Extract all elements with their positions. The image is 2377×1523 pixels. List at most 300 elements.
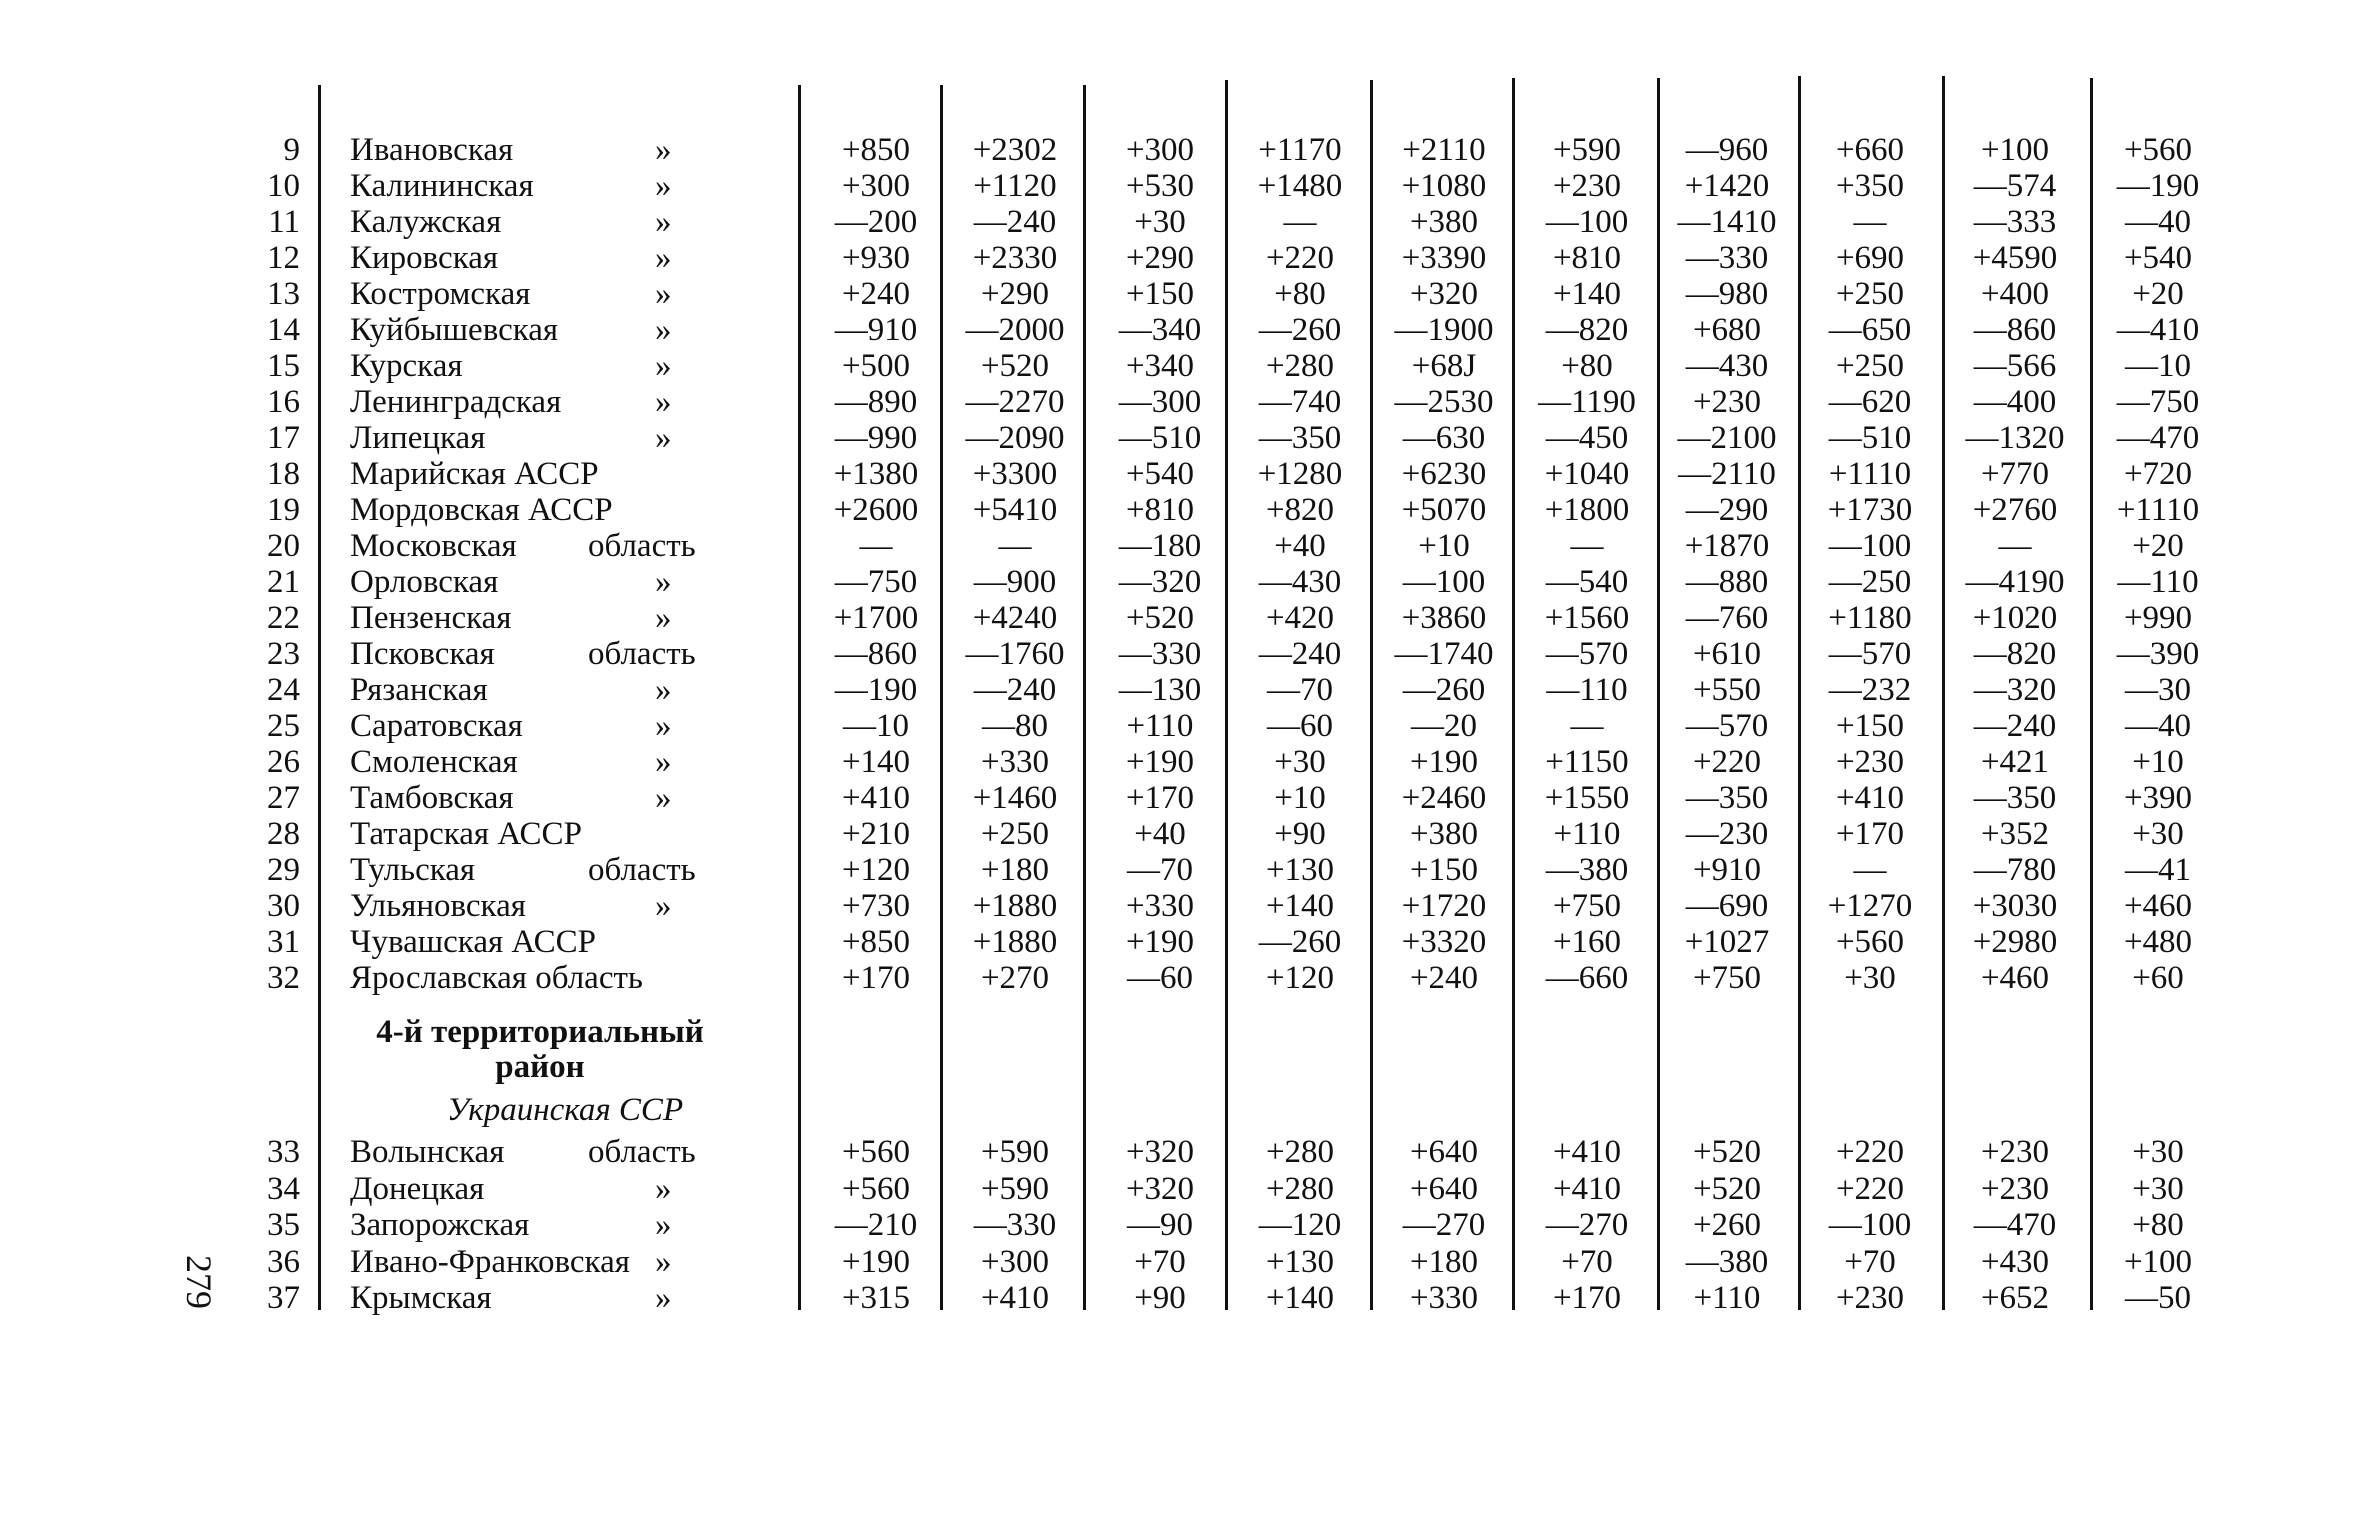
region-name: Костромская — [350, 276, 531, 312]
ditto-mark: » — [655, 600, 672, 636]
value-cell: +10 — [2132, 744, 2184, 780]
value-cell: —260 — [1258, 924, 1342, 960]
value-cell: —100 — [1828, 528, 1912, 564]
value-cell: +1800 — [1544, 492, 1630, 528]
value-cell: +320 — [1125, 1171, 1195, 1207]
value-cell: +1110 — [1828, 456, 1912, 492]
region-name: Ивано-Франковская — [350, 1244, 630, 1280]
value-cell: +280 — [1265, 1171, 1335, 1207]
value-cell: +660 — [1835, 132, 1905, 168]
value-cell: +5410 — [972, 492, 1058, 528]
value-cell: +20 — [2132, 528, 2184, 564]
region-name: Псковская — [350, 636, 495, 672]
value-cell: +3030 — [1972, 888, 2058, 924]
value-cell: +1560 — [1544, 600, 1630, 636]
value-cell: —250 — [1828, 564, 1912, 600]
value-cell: —430 — [1258, 564, 1342, 600]
value-cell: —320 — [1973, 672, 2057, 708]
ditto-mark: » — [655, 744, 672, 780]
column-rule — [1370, 80, 1373, 1310]
value-cell: —333 — [1973, 204, 2057, 240]
value-cell: —860 — [1973, 312, 2057, 348]
region-name: Мордовская АССР — [350, 492, 613, 528]
row-number: 18 — [267, 456, 300, 492]
value-cell: +560 — [1835, 924, 1905, 960]
value-cell: +690 — [1835, 240, 1905, 276]
ditto-mark: » — [655, 1244, 672, 1280]
value-cell: —380 — [1545, 852, 1629, 888]
value-cell: +10 — [1418, 528, 1470, 564]
value-cell: —390 — [2116, 636, 2200, 672]
value-cell: +770 — [1980, 456, 2050, 492]
value-cell: +315 — [841, 1280, 911, 1316]
value-cell: +30 — [2132, 1171, 2184, 1207]
value-cell: +80 — [1274, 276, 1326, 312]
value-cell: —110 — [2117, 564, 2199, 600]
value-cell: +120 — [841, 852, 911, 888]
section-title: 4-й территориальный — [376, 1014, 704, 1050]
value-cell: +610 — [1692, 636, 1762, 672]
value-cell: +810 — [1552, 240, 1622, 276]
value-cell: +300 — [1125, 132, 1195, 168]
value-cell: +220 — [1692, 744, 1762, 780]
value-cell: +1020 — [1972, 600, 2058, 636]
value-cell: — — [1570, 528, 1604, 564]
value-cell: +150 — [1835, 708, 1905, 744]
value-cell: —566 — [1973, 348, 2057, 384]
region-name: Донецкая — [350, 1171, 485, 1207]
value-cell: +750 — [1692, 960, 1762, 996]
value-cell: +6230 — [1401, 456, 1487, 492]
value-cell: +220 — [1265, 240, 1335, 276]
value-cell: +220 — [1835, 1134, 1905, 1170]
row-number: 30 — [267, 888, 300, 924]
value-cell: —2530 — [1394, 384, 1494, 420]
value-cell: —60 — [1127, 960, 1193, 996]
value-cell: —10 — [843, 708, 909, 744]
value-cell: +560 — [841, 1134, 911, 1170]
value-cell: —240 — [973, 204, 1057, 240]
value-cell: —1740 — [1394, 636, 1494, 672]
value-cell: +850 — [841, 132, 911, 168]
ditto-mark: » — [655, 1207, 672, 1243]
value-cell: —210 — [834, 1207, 918, 1243]
value-cell: +3390 — [1401, 240, 1487, 276]
value-cell: —410 — [2116, 312, 2200, 348]
value-cell: +140 — [841, 744, 911, 780]
value-cell: +110 — [1126, 708, 1194, 744]
value-cell: —570 — [1685, 708, 1769, 744]
value-cell: —110 — [1546, 672, 1628, 708]
column-rule — [318, 85, 321, 1310]
value-cell: +430 — [1980, 1244, 2050, 1280]
value-cell: +520 — [1125, 600, 1195, 636]
value-cell: —330 — [1685, 240, 1769, 276]
region-name: Тамбовская — [350, 780, 514, 816]
row-number: 37 — [267, 1280, 300, 1316]
value-cell: —890 — [834, 384, 918, 420]
value-cell: +2980 — [1972, 924, 2058, 960]
value-cell: —10 — [2125, 348, 2191, 384]
value-cell: —100 — [1402, 564, 1486, 600]
value-cell: +260 — [1692, 1207, 1762, 1243]
value-cell: —630 — [1402, 420, 1486, 456]
value-cell: +1170 — [1258, 132, 1342, 168]
value-cell: +520 — [1692, 1171, 1762, 1207]
value-cell: +540 — [1125, 456, 1195, 492]
value-cell: +3860 — [1401, 600, 1487, 636]
value-cell: +1460 — [972, 780, 1058, 816]
value-cell: —350 — [1973, 780, 2057, 816]
value-cell: —650 — [1828, 312, 1912, 348]
value-cell: +230 — [1692, 384, 1762, 420]
value-cell: +190 — [841, 1244, 911, 1280]
value-cell: +352 — [1980, 816, 2050, 852]
row-number: 35 — [267, 1207, 300, 1243]
value-cell: +2460 — [1401, 780, 1487, 816]
subsection-title: Украинская ССР — [446, 1092, 684, 1128]
ditto-mark: » — [655, 708, 672, 744]
value-cell: — — [1853, 852, 1887, 888]
value-cell: — — [859, 528, 893, 564]
value-cell: +70 — [1561, 1244, 1613, 1280]
value-cell: —350 — [1258, 420, 1342, 456]
value-cell: +230 — [1980, 1134, 2050, 1170]
row-number: 10 — [267, 168, 300, 204]
value-cell: +652 — [1980, 1280, 2050, 1316]
value-cell: +40 — [1274, 528, 1326, 564]
value-cell: — — [998, 528, 1032, 564]
value-cell: +170 — [1552, 1280, 1622, 1316]
value-cell: +410 — [980, 1280, 1050, 1316]
value-cell: —190 — [834, 672, 918, 708]
ditto-mark: » — [655, 276, 672, 312]
value-cell: +110 — [1693, 1280, 1761, 1316]
region-name: Запорожская — [350, 1207, 530, 1243]
value-cell: —2100 — [1677, 420, 1777, 456]
value-cell: +850 — [841, 924, 911, 960]
value-cell: +1730 — [1827, 492, 1913, 528]
value-cell: +80 — [1561, 348, 1613, 384]
row-number: 12 — [267, 240, 300, 276]
value-cell: +750 — [1552, 888, 1622, 924]
region-name: Пензенская — [350, 600, 512, 636]
value-cell: +560 — [2123, 132, 2193, 168]
value-cell: +420 — [1265, 600, 1335, 636]
value-cell: +3300 — [972, 456, 1058, 492]
value-cell: +5070 — [1401, 492, 1487, 528]
value-cell: —1760 — [965, 636, 1065, 672]
region-name: Орловская — [350, 564, 499, 600]
value-cell: +270 — [980, 960, 1050, 996]
value-cell: —90 — [1127, 1207, 1193, 1243]
value-cell: —510 — [1828, 420, 1912, 456]
value-cell: —820 — [1973, 636, 2057, 672]
value-cell: —2000 — [965, 312, 1065, 348]
value-cell: +230 — [1980, 1171, 2050, 1207]
region-name: Смоленская — [350, 744, 518, 780]
value-cell: +1280 — [1257, 456, 1343, 492]
value-cell: +640 — [1409, 1171, 1479, 1207]
value-cell: —620 — [1828, 384, 1912, 420]
value-cell: —320 — [1118, 564, 1202, 600]
value-cell: +1150 — [1545, 744, 1629, 780]
value-cell: +110 — [1553, 816, 1621, 852]
value-cell: +2600 — [833, 492, 919, 528]
value-cell: —780 — [1973, 852, 2057, 888]
value-cell: —240 — [1258, 636, 1342, 672]
value-cell: +90 — [1274, 816, 1326, 852]
value-cell: +480 — [2123, 924, 2193, 960]
value-cell: —380 — [1685, 1244, 1769, 1280]
value-cell: +300 — [980, 1244, 1050, 1280]
region-name: Курская — [350, 348, 463, 384]
value-cell: +460 — [1980, 960, 2050, 996]
value-cell: +810 — [1125, 492, 1195, 528]
value-cell: —760 — [1685, 600, 1769, 636]
region-name: Тульская — [350, 852, 476, 888]
value-cell: —980 — [1685, 276, 1769, 312]
value-cell: +1880 — [972, 924, 1058, 960]
value-cell: +230 — [1835, 744, 1905, 780]
value-cell: —430 — [1685, 348, 1769, 384]
value-cell: +30 — [1134, 204, 1186, 240]
row-number: 16 — [267, 384, 300, 420]
value-cell: —350 — [1685, 780, 1769, 816]
value-cell: +2760 — [1972, 492, 2058, 528]
value-cell: +60 — [2132, 960, 2184, 996]
value-cell: +300 — [841, 168, 911, 204]
value-cell: +230 — [1552, 168, 1622, 204]
value-cell: +330 — [980, 744, 1050, 780]
value-cell: —190 — [2116, 168, 2200, 204]
row-number: 20 — [267, 528, 300, 564]
value-cell: —990 — [834, 420, 918, 456]
value-cell: +1180 — [1828, 600, 1912, 636]
value-cell: —540 — [1545, 564, 1629, 600]
region-name: Ульяновская — [350, 888, 526, 924]
value-cell: +220 — [1835, 1171, 1905, 1207]
region-name: Ивановская — [350, 132, 514, 168]
value-cell: +140 — [1552, 276, 1622, 312]
value-cell: +40 — [1134, 816, 1186, 852]
value-cell: +350 — [1835, 168, 1905, 204]
ditto-mark: » — [655, 168, 672, 204]
row-number: 19 — [267, 492, 300, 528]
value-cell: —100 — [1828, 1207, 1912, 1243]
value-cell: +240 — [841, 276, 911, 312]
value-cell: +910 — [1692, 852, 1762, 888]
value-cell: +140 — [1265, 888, 1335, 924]
ditto-mark: » — [655, 348, 672, 384]
value-cell: —240 — [1973, 708, 2057, 744]
value-cell: —120 — [1258, 1207, 1342, 1243]
ditto-mark: » — [655, 564, 672, 600]
value-cell: —270 — [1402, 1207, 1486, 1243]
value-cell: +68J — [1411, 348, 1477, 384]
value-cell: +80 — [2132, 1207, 2184, 1243]
ditto-mark: » — [655, 672, 672, 708]
value-cell: — — [1283, 204, 1317, 240]
value-cell: +170 — [1835, 816, 1905, 852]
value-cell: +320 — [1125, 1134, 1195, 1170]
value-cell: +1110 — [2116, 492, 2200, 528]
value-cell: +130 — [1265, 852, 1335, 888]
value-cell: +30 — [2132, 816, 2184, 852]
value-cell: —910 — [834, 312, 918, 348]
value-cell: +530 — [1125, 168, 1195, 204]
value-cell: —570 — [1828, 636, 1912, 672]
region-name: Ленинградская — [350, 384, 562, 420]
value-cell: — — [1998, 528, 2032, 564]
value-cell: —820 — [1545, 312, 1629, 348]
value-cell: +560 — [841, 1171, 911, 1207]
value-cell: +1027 — [1684, 924, 1770, 960]
value-cell: —2270 — [965, 384, 1065, 420]
region-name: Чувашская АССР — [350, 924, 596, 960]
row-number: 17 — [267, 420, 300, 456]
value-cell: —574 — [1973, 168, 2057, 204]
region-name: Куйбышевская — [350, 312, 559, 348]
value-cell: +140 — [1265, 1280, 1335, 1316]
value-cell: +2330 — [972, 240, 1058, 276]
value-cell: +460 — [2123, 888, 2193, 924]
value-cell: —4190 — [1965, 564, 2065, 600]
value-cell: —70 — [1267, 672, 1333, 708]
value-cell: —510 — [1118, 420, 1202, 456]
value-cell: —80 — [982, 708, 1048, 744]
value-cell: —100 — [1545, 204, 1629, 240]
value-cell: +1420 — [1684, 168, 1770, 204]
ditto-mark: » — [655, 1171, 672, 1207]
value-cell: +1380 — [833, 456, 919, 492]
value-cell: +330 — [1125, 888, 1195, 924]
value-cell: +820 — [1265, 492, 1335, 528]
value-cell: +380 — [1409, 204, 1479, 240]
row-number: 14 — [267, 312, 300, 348]
value-cell: +210 — [841, 816, 911, 852]
ditto-mark: » — [655, 132, 672, 168]
value-cell: —40 — [2125, 204, 2191, 240]
value-cell: +30 — [2132, 1134, 2184, 1170]
value-cell: +400 — [1980, 276, 2050, 312]
value-cell: +70 — [1844, 1244, 1896, 1280]
row-number: 26 — [267, 744, 300, 780]
value-cell: —750 — [2116, 384, 2200, 420]
value-cell: — — [1570, 708, 1604, 744]
value-cell: +410 — [1835, 780, 1905, 816]
value-cell: —750 — [834, 564, 918, 600]
region-name: Крымская — [350, 1280, 492, 1316]
row-number: 11 — [268, 204, 300, 240]
row-number: 13 — [267, 276, 300, 312]
value-cell: —400 — [1973, 384, 2057, 420]
value-cell: +1870 — [1684, 528, 1770, 564]
region-type: область — [588, 528, 696, 564]
page-number: 279 — [179, 1255, 219, 1309]
value-cell: +1720 — [1401, 888, 1487, 924]
value-cell: +280 — [1265, 1134, 1335, 1170]
value-cell: +160 — [1552, 924, 1622, 960]
value-cell: —340 — [1118, 312, 1202, 348]
value-cell: —570 — [1545, 636, 1629, 672]
value-cell: +590 — [1552, 132, 1622, 168]
value-cell: +410 — [841, 780, 911, 816]
value-cell: +720 — [2123, 456, 2193, 492]
region-name: Московская — [350, 528, 517, 564]
value-cell: +240 — [1409, 960, 1479, 996]
row-number: 33 — [267, 1134, 300, 1170]
value-cell: —1190 — [1538, 384, 1636, 420]
region-name: Ярославская область — [350, 960, 643, 996]
region-name: Липецкая — [350, 420, 486, 456]
value-cell: —230 — [1685, 816, 1769, 852]
row-number: 34 — [267, 1171, 300, 1207]
value-cell: +150 — [1409, 852, 1479, 888]
row-number: 31 — [267, 924, 300, 960]
row-number: 29 — [267, 852, 300, 888]
value-cell: —960 — [1685, 132, 1769, 168]
value-cell: —130 — [1118, 672, 1202, 708]
region-name: Рязанская — [350, 672, 488, 708]
row-number: 21 — [267, 564, 300, 600]
value-cell: +4590 — [1972, 240, 2058, 276]
value-cell: +1480 — [1257, 168, 1343, 204]
value-cell: —200 — [834, 204, 918, 240]
value-cell: +990 — [2123, 600, 2193, 636]
value-cell: —260 — [1402, 672, 1486, 708]
row-number: 25 — [267, 708, 300, 744]
value-cell: +2302 — [972, 132, 1058, 168]
value-cell: +280 — [1265, 348, 1335, 384]
ditto-mark: » — [655, 780, 672, 816]
value-cell: —470 — [1973, 1207, 2057, 1243]
row-number: 22 — [267, 600, 300, 636]
value-cell: +410 — [1552, 1134, 1622, 1170]
value-cell: +3320 — [1401, 924, 1487, 960]
ditto-mark: » — [655, 1280, 672, 1316]
value-cell: +590 — [980, 1171, 1050, 1207]
value-cell: —900 — [973, 564, 1057, 600]
value-cell: —660 — [1545, 960, 1629, 996]
value-cell: +130 — [1265, 1244, 1335, 1280]
ditto-mark: » — [655, 888, 672, 924]
region-type: область — [588, 636, 696, 672]
value-cell: +290 — [1125, 240, 1195, 276]
value-cell: +1040 — [1544, 456, 1630, 492]
value-cell: +500 — [841, 348, 911, 384]
value-cell: —2090 — [965, 420, 1065, 456]
value-cell: +100 — [1980, 132, 2050, 168]
value-cell: +930 — [841, 240, 911, 276]
value-cell: +550 — [1692, 672, 1762, 708]
ditto-mark: » — [655, 312, 672, 348]
value-cell: +540 — [2123, 240, 2193, 276]
value-cell: —60 — [1267, 708, 1333, 744]
value-cell: +180 — [980, 852, 1050, 888]
value-cell: —740 — [1258, 384, 1342, 420]
region-name: Калужская — [350, 204, 502, 240]
value-cell: —860 — [834, 636, 918, 672]
value-cell: —300 — [1118, 384, 1202, 420]
value-cell: —450 — [1545, 420, 1629, 456]
value-cell: +30 — [1844, 960, 1896, 996]
region-name: Калининская — [350, 168, 534, 204]
value-cell: +100 — [2123, 1244, 2193, 1280]
region-name: Марийская АССР — [350, 456, 599, 492]
row-number: 36 — [267, 1244, 300, 1280]
value-cell: +340 — [1125, 348, 1195, 384]
